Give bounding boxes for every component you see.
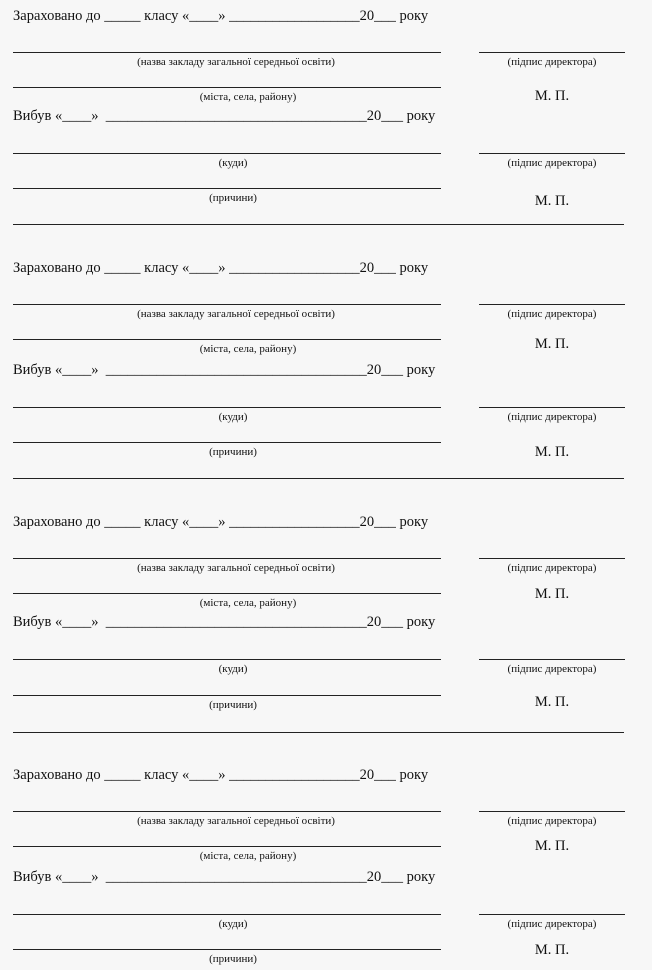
city-field[interactable] bbox=[13, 87, 441, 88]
reasons-caption: (причини) bbox=[209, 953, 257, 965]
left-line: Вибув «____» ____________________________________20___ року bbox=[13, 108, 436, 124]
city-field[interactable] bbox=[13, 339, 441, 340]
director-signature-caption: (підпис директора) bbox=[507, 56, 597, 68]
destination-field[interactable] bbox=[13, 153, 441, 154]
director-signature-caption: (підпис директора) bbox=[507, 562, 597, 574]
reasons-field[interactable] bbox=[13, 188, 441, 189]
school-name-field[interactable] bbox=[13, 52, 441, 53]
destination-field[interactable] bbox=[13, 659, 441, 660]
city-caption: (міста, села, району) bbox=[199, 850, 297, 862]
stamp-place: М. П. bbox=[534, 336, 570, 352]
director-signature-field[interactable] bbox=[479, 407, 625, 408]
left-line: Вибув «____» ____________________________________20___ року bbox=[13, 614, 436, 630]
reasons-field[interactable] bbox=[13, 695, 441, 696]
block-separator bbox=[13, 478, 624, 479]
director-signature-field[interactable] bbox=[479, 811, 625, 812]
city-caption: (міста, села, району) bbox=[199, 343, 297, 355]
school-name-caption: (назва закладу загальної середньої освіти) bbox=[137, 56, 335, 68]
stamp-place: М. П. bbox=[534, 942, 570, 958]
director-signature-caption: (підпис директора) bbox=[507, 157, 597, 169]
stamp-place: М. П. bbox=[534, 694, 570, 710]
destination-field[interactable] bbox=[13, 407, 441, 408]
record-block bbox=[0, 252, 652, 482]
stamp-place: М. П. bbox=[534, 586, 570, 602]
school-name-field[interactable] bbox=[13, 558, 441, 559]
director-signature-field[interactable] bbox=[479, 558, 625, 559]
stamp-place: М. П. bbox=[534, 88, 570, 104]
destination-caption: (куди) bbox=[218, 411, 248, 423]
director-signature-field[interactable] bbox=[479, 153, 625, 154]
director-signature-caption: (підпис директора) bbox=[507, 663, 597, 675]
record-block bbox=[0, 0, 652, 230]
destination-caption: (куди) bbox=[218, 157, 248, 169]
reasons-caption: (причини) bbox=[209, 699, 257, 711]
destination-caption: (куди) bbox=[218, 918, 248, 930]
director-signature-caption: (підпис директора) bbox=[507, 411, 597, 423]
stamp-place: М. П. bbox=[534, 193, 570, 209]
reasons-caption: (причини) bbox=[209, 446, 257, 458]
enrolled-line: Зараховано до _____ класу «____» __________________20___ року bbox=[13, 8, 429, 24]
school-name-caption: (назва закладу загальної середньої освіти) bbox=[137, 815, 335, 827]
city-caption: (міста, села, району) bbox=[199, 91, 297, 103]
director-signature-caption: (підпис директора) bbox=[507, 308, 597, 320]
reasons-field[interactable] bbox=[13, 442, 441, 443]
enrolled-line: Зараховано до _____ класу «____» __________________20___ року bbox=[13, 514, 429, 530]
school-name-field[interactable] bbox=[13, 304, 441, 305]
school-name-caption: (назва закладу загальної середньої освіти) bbox=[137, 562, 335, 574]
director-signature-field[interactable] bbox=[479, 304, 625, 305]
director-signature-caption: (підпис директора) bbox=[507, 918, 597, 930]
record-block bbox=[0, 759, 652, 970]
school-name-caption: (назва закладу загальної середньої освіти) bbox=[137, 308, 335, 320]
city-field[interactable] bbox=[13, 846, 441, 847]
record-block bbox=[0, 506, 652, 736]
enrolled-line: Зараховано до _____ класу «____» __________________20___ року bbox=[13, 260, 429, 276]
director-signature-field[interactable] bbox=[479, 52, 625, 53]
stamp-place: М. П. bbox=[534, 838, 570, 854]
enrolled-line: Зараховано до _____ класу «____» __________________20___ року bbox=[13, 767, 429, 783]
left-line: Вибув «____» ____________________________________20___ року bbox=[13, 869, 436, 885]
director-signature-field[interactable] bbox=[479, 659, 625, 660]
block-separator bbox=[13, 732, 624, 733]
city-field[interactable] bbox=[13, 593, 441, 594]
director-signature-field[interactable] bbox=[479, 914, 625, 915]
block-separator bbox=[13, 224, 624, 225]
left-line: Вибув «____» ____________________________________20___ року bbox=[13, 362, 436, 378]
director-signature-caption: (підпис директора) bbox=[507, 815, 597, 827]
destination-caption: (куди) bbox=[218, 663, 248, 675]
destination-field[interactable] bbox=[13, 914, 441, 915]
city-caption: (міста, села, району) bbox=[199, 597, 297, 609]
reasons-caption: (причини) bbox=[209, 192, 257, 204]
school-name-field[interactable] bbox=[13, 811, 441, 812]
reasons-field[interactable] bbox=[13, 949, 441, 950]
stamp-place: М. П. bbox=[534, 444, 570, 460]
